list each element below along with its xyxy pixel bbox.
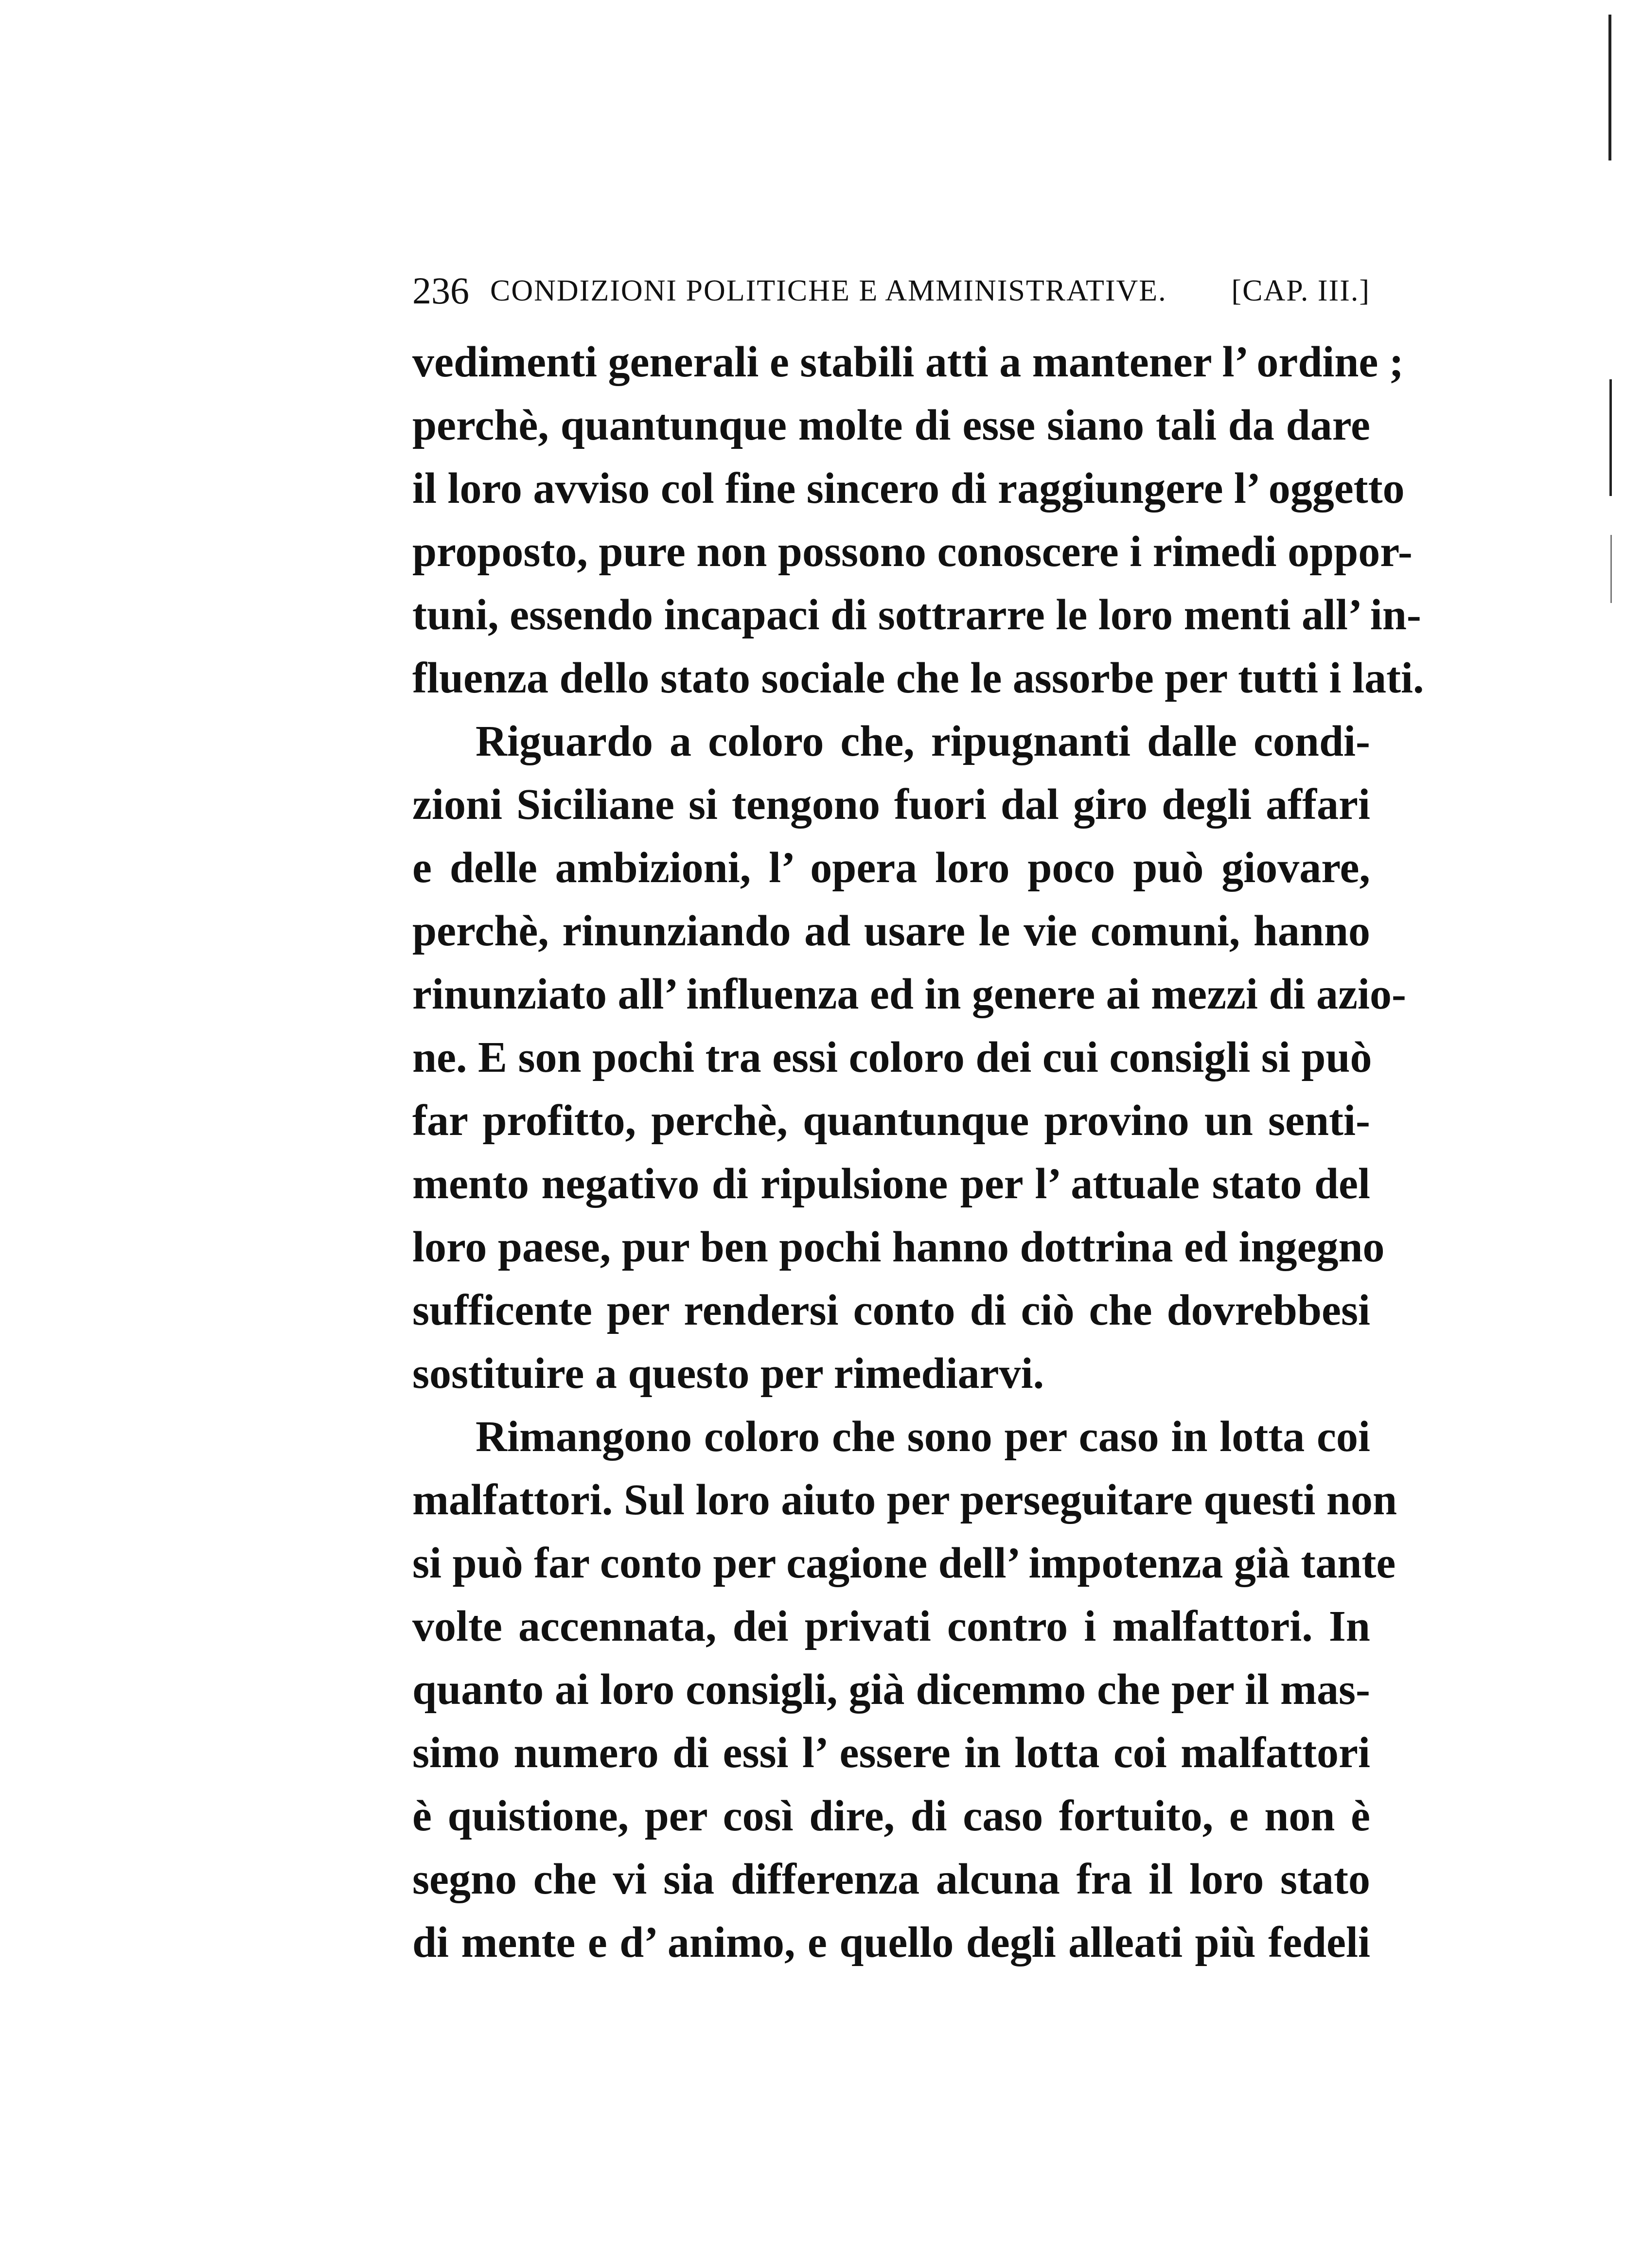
text-line: mento negativo di ripulsione per l’ attuale stato del	[412, 1160, 1370, 1208]
text-line: il loro avviso col fine sincero di raggiungere l’ oggetto	[412, 464, 1405, 513]
text-line: rinunziato all’ influenza ed in genere ai mezzi di azio-	[412, 970, 1406, 1018]
text-line: volte accennata, dei privati contro i malfattori. In	[412, 1602, 1370, 1650]
text-line: malfattori. Sul loro aiuto per perseguitare questi non	[412, 1476, 1397, 1524]
running-title: CONDIZIONI POLITICHE E AMMINISTRATIVE.	[490, 274, 1167, 307]
chapter-reference: [CAP. III.]	[1231, 274, 1370, 307]
page-number: 236	[412, 269, 469, 312]
scan-edge-mark	[1609, 379, 1612, 496]
text-line: sufficente per rendersi conto di ciò che dovrebbesi	[412, 1286, 1370, 1334]
text-line: Rimangono coloro che sono per caso in lotta coi	[476, 1413, 1370, 1461]
text-line: Riguardo a coloro che, ripugnanti dalle condi-	[476, 717, 1370, 765]
text-line: quanto ai loro consigli, già dicemmo che per il mas-	[412, 1666, 1370, 1714]
text-line: perchè, quantunque molte di esse siano tali da dare	[412, 401, 1370, 449]
text-line: sostituire a questo per rimediarvi.	[412, 1349, 1044, 1398]
text-line: simo numero di essi l’ essere in lotta coi malfattori	[412, 1729, 1370, 1777]
scan-edge-mark	[1610, 535, 1612, 603]
text-line: si può far conto per cagione dell’ impotenza già tante	[412, 1539, 1396, 1587]
text-line: vedimenti generali e stabili atti a mantener l’ ordine ;	[412, 338, 1404, 386]
text-line: e delle ambizioni, l’ opera loro poco può giovare,	[412, 844, 1370, 892]
body-text	[412, 331, 1424, 1974]
text-line: ne. E son pochi tra essi coloro dei cui consigli si può	[412, 1033, 1372, 1081]
text-line: è quistione, per così dire, di caso fortuito, e non è	[412, 1792, 1370, 1840]
text-line: di mente e d’ animo, e quello degli alleati più fedeli	[412, 1918, 1370, 1967]
text-line: perchè, rinunziando ad usare le vie comuni, hanno	[412, 907, 1370, 955]
scan-edge-mark	[1608, 15, 1611, 160]
text-line: far profitto, perchè, quantunque provino un senti-	[412, 1097, 1370, 1145]
text-line: proposto, pure non possono conoscere i rimedi oppor-	[412, 528, 1413, 576]
text-line: segno che vi sia differenza alcuna fra il loro stato	[412, 1855, 1370, 1903]
page-header	[412, 266, 1370, 315]
text-line: zioni Siciliane si tengono fuori dal giro degli affari	[412, 780, 1370, 829]
text-line: tuni, essendo incapaci di sottrarre le loro menti all’ in-	[412, 591, 1421, 639]
text-line: loro paese, pur ben pochi hanno dottrina ed ingegno	[412, 1223, 1385, 1271]
text-line: fluenza dello stato sociale che le assorbe per tutti i lati.	[412, 654, 1424, 702]
